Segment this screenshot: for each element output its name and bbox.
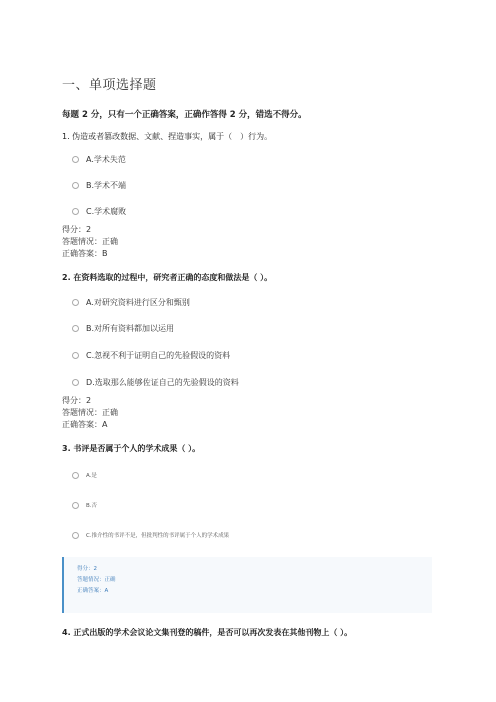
question-1-score: 得分：2 [62,225,92,234]
question-3-result-panel [62,557,432,613]
question-3-text: 3. 书评是否属于个人的学术成果（ ）。 [62,444,201,453]
radio-icon[interactable] [72,299,79,306]
question-2-option-c[interactable] [72,350,230,361]
question-2-option-d[interactable] [72,377,239,388]
radio-icon[interactable] [72,379,79,386]
section-title: 一、单项选择题 [62,78,157,93]
question-1-option-a[interactable] [72,154,126,165]
option-label: D.选取那么能够佐证自己的先验假设的资料 [86,378,239,387]
question-1-text: 1. 伪造或者篡改数据、文献、捏造事实，属于（ ）行为。 [62,132,273,141]
radio-icon[interactable] [72,182,79,189]
option-label: C.忽视不利于证明自己的先验假设的资料 [86,351,231,360]
question-2-answer: 正确答案：A [62,420,108,429]
question-3-option-a[interactable] [72,471,97,479]
option-label: B.学术不端 [86,181,127,190]
question-3-status: 答题情况：正确 [77,577,116,583]
option-label: B.对所有资料都加以运用 [86,324,175,333]
question-1-answer: 正确答案：B [62,249,108,258]
question-2-text: 2. 在资料选取的过程中，研究者正确的态度和做法是（ ）。 [62,273,273,282]
option-label: B.否 [86,503,98,509]
option-label: C.学术腐败 [86,207,127,216]
option-label: C.推介性的书评不是，但批判性的书评属于个人的学术成果 [86,533,230,539]
radio-icon[interactable] [72,156,79,163]
option-label: A.是 [86,473,97,479]
radio-icon[interactable] [72,472,79,479]
option-label: A.学术失范 [86,155,126,164]
radio-icon[interactable] [72,325,79,332]
question-3-answer: 正确答案：A [77,588,109,594]
question-3-score: 得分：2 [77,566,97,572]
question-3-option-c[interactable] [72,531,229,539]
question-2-option-b[interactable] [72,323,174,334]
radio-icon[interactable] [72,208,79,215]
question-1-option-b[interactable] [72,180,126,191]
radio-icon[interactable] [72,532,79,539]
section-instructions: 每题 2 分，只有一个正确答案，正确作答得 2 分，错选不得分。 [62,110,307,120]
question-3-option-b[interactable] [72,501,97,509]
option-label: A.对研究资料进行区分和甄别 [86,298,190,307]
radio-icon[interactable] [72,502,79,509]
radio-icon[interactable] [72,352,79,359]
question-2-status: 答题情况：正确 [62,408,118,417]
question-1-option-c[interactable] [72,206,126,217]
question-2-option-a[interactable] [72,297,190,308]
question-1-status: 答题情况：正确 [62,237,118,246]
question-4-text: 4. 正式出版的学术会议论文集刊登的稿件，是否可以再次发表在其他刊物上（ ）。 [62,628,353,637]
question-2-score: 得分：2 [62,396,92,405]
